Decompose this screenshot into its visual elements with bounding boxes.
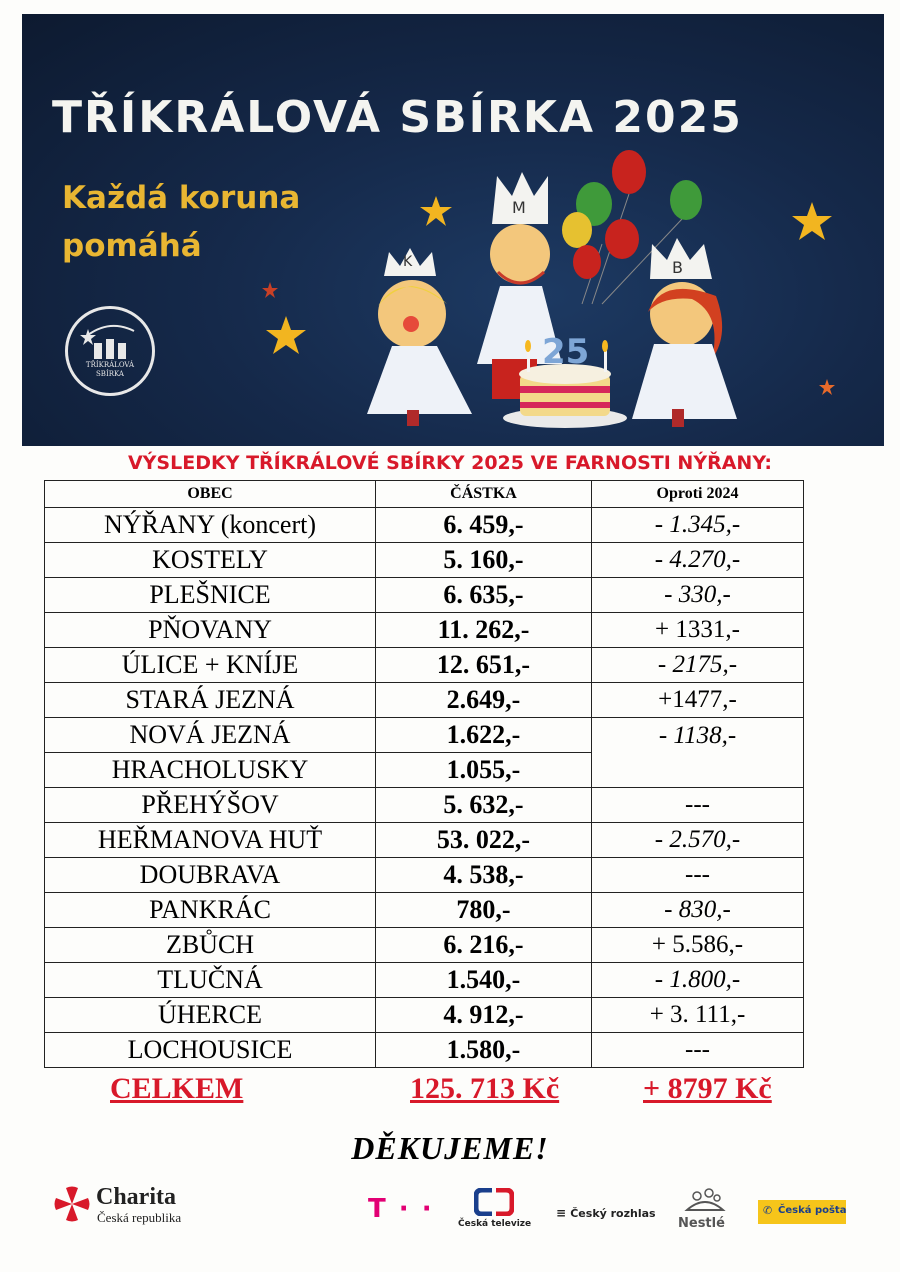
banner-subtitle	[62, 174, 300, 270]
three-kings-icon	[68, 309, 152, 393]
banner-title: TŘÍKRÁLOVÁ SBÍRKA 2025	[52, 92, 743, 143]
star-icon	[792, 202, 832, 240]
ct-icon	[474, 1188, 514, 1216]
cell-obec: HEŘMANOVA HUŤ	[45, 823, 376, 858]
results-heading: VÝSLEDKY TŘÍKRÁLOVÉ SBÍRKY 2025 VE FARNOSTI NÝŘANY:	[127, 452, 773, 474]
rozhlas-icon: ≡	[556, 1206, 571, 1220]
cell-oproti: +1477,-	[592, 683, 804, 718]
cell-oproti: - 4.270,-	[592, 543, 804, 578]
cell-castka: 6. 459,-	[376, 508, 592, 543]
banner-subtitle-line2: pomáhá	[62, 228, 202, 264]
banner-subtitle-line1: Každá koruna	[62, 180, 301, 216]
cell-obec: NOVÁ JEZNÁ	[45, 718, 376, 753]
cesky-rozhlas-logo	[556, 1202, 656, 1221]
table-row	[45, 893, 804, 928]
crown-letter-b: B	[672, 258, 683, 277]
table-row	[45, 1033, 804, 1068]
table-row	[45, 683, 804, 718]
cell-oproti: ---	[592, 858, 804, 893]
balloon	[573, 245, 601, 279]
nest-birds-icon	[683, 1186, 727, 1214]
cell-oproti: - 2175,-	[592, 648, 804, 683]
cell-obec: DOUBRAVA	[45, 858, 376, 893]
charita-name: Charita	[96, 1184, 176, 1210]
cell-castka: 6. 635,-	[376, 578, 592, 613]
table-row	[45, 648, 804, 683]
star-icon	[420, 196, 452, 226]
thanks-text: DĚKUJEME!	[351, 1130, 549, 1166]
table-row	[45, 963, 804, 998]
cell-castka: 1.540,-	[376, 963, 592, 998]
balloon	[605, 219, 639, 259]
cell-oproti: - 2.570,-	[592, 823, 804, 858]
column-header-castka: ČÁSTKA	[376, 481, 592, 508]
cell-obec: PŘEHÝŠOV	[45, 788, 376, 823]
balloon	[670, 180, 702, 220]
cell-oproti: - 1138,-	[592, 718, 804, 788]
king-b-figure	[632, 238, 737, 427]
cell-castka: 12. 651,-	[376, 648, 592, 683]
charita-subtitle: Česká republika	[97, 1210, 182, 1225]
cell-obec: TLUČNÁ	[45, 963, 376, 998]
table-row	[45, 508, 804, 543]
charita-cross-icon	[54, 1186, 90, 1222]
nestle-label: Nestlé	[678, 1216, 725, 1231]
ct-logo	[458, 1188, 530, 1232]
cell-obec: PŇOVANY	[45, 613, 376, 648]
cell-oproti: - 1.345,-	[592, 508, 804, 543]
cell-obec: ZBŮCH	[45, 928, 376, 963]
cell-obec: STARÁ JEZNÁ	[45, 683, 376, 718]
cake-number: 25	[542, 332, 590, 372]
cell-castka: 1.055,-	[376, 753, 592, 788]
table-row	[45, 823, 804, 858]
cell-obec: ÚHERCE	[45, 998, 376, 1033]
star-icon	[819, 379, 835, 395]
cell-oproti: - 330,-	[592, 578, 804, 613]
charita-logo	[54, 1186, 204, 1226]
cell-oproti: ---	[592, 1033, 804, 1068]
cell-oproti: ---	[592, 788, 804, 823]
column-header-obec: OBEC	[45, 481, 376, 508]
table-row	[45, 858, 804, 893]
balloon	[612, 150, 646, 194]
trikralova-sbirka-logo	[65, 306, 155, 396]
cell-obec: HRACHOLUSKY	[45, 753, 376, 788]
cell-obec: KOSTELY	[45, 543, 376, 578]
cell-castka: 11. 262,-	[376, 613, 592, 648]
total-change: + 8797 Kč	[643, 1072, 772, 1105]
cell-oproti: + 5.586,-	[592, 928, 804, 963]
cell-obec: NÝŘANY (koncert)	[45, 508, 376, 543]
telekom-logo: T · ·	[368, 1194, 434, 1224]
cell-oproti: - 1.800,-	[592, 963, 804, 998]
cell-obec: PANKRÁC	[45, 893, 376, 928]
logo-text-line1: TŘÍKRÁLOVÁ	[85, 361, 135, 369]
star-icon	[262, 282, 278, 298]
star-icon	[266, 316, 306, 354]
rozhlas-label: Český rozhlas	[570, 1207, 656, 1220]
table-row	[45, 613, 804, 648]
cell-castka: 1.622,-	[376, 718, 592, 753]
cell-obec: LOCHOUSICE	[45, 1033, 376, 1068]
logo-text-line2: SBÍRKA	[96, 370, 124, 378]
cell-castka: 780,-	[376, 893, 592, 928]
total-amount: 125. 713 Kč	[410, 1072, 560, 1105]
cell-castka: 2.649,-	[376, 683, 592, 718]
cell-obec: ÚLICE + KNÍJE	[45, 648, 376, 683]
table-row	[45, 543, 804, 578]
header-banner	[22, 14, 884, 446]
cell-castka: 5. 160,-	[376, 543, 592, 578]
table-row	[45, 998, 804, 1033]
cell-castka: 5. 632,-	[376, 788, 592, 823]
nestle-logo	[678, 1186, 732, 1234]
ct-label: Česká televize	[458, 1219, 532, 1229]
cell-castka: 6. 216,-	[376, 928, 592, 963]
table-header-row	[45, 481, 804, 508]
king-k-figure	[367, 248, 472, 426]
table-row	[45, 788, 804, 823]
total-label: CELKEM	[110, 1072, 244, 1105]
cell-castka: 53. 022,-	[376, 823, 592, 858]
table-row	[45, 578, 804, 613]
crown-letter-m: M	[512, 198, 526, 217]
posta-label: Česká pošta	[778, 1205, 847, 1216]
posta-horn-icon: ✆	[763, 1204, 773, 1217]
cell-oproti: + 1331,-	[592, 613, 804, 648]
balloon	[562, 212, 592, 248]
column-header-oproti: Oproti 2024	[592, 481, 804, 508]
table-row	[45, 928, 804, 963]
cell-oproti: + 3. 111,-	[592, 998, 804, 1033]
ceska-posta-logo	[758, 1200, 846, 1224]
table-row	[45, 718, 804, 753]
results-table	[44, 480, 804, 1068]
cell-obec: PLEŠNICE	[45, 578, 376, 613]
cell-castka: 4. 538,-	[376, 858, 592, 893]
crown-letter-k: K	[403, 254, 413, 270]
cell-castka: 4. 912,-	[376, 998, 592, 1033]
cell-oproti: - 830,-	[592, 893, 804, 928]
cell-castka: 1.580,-	[376, 1033, 592, 1068]
